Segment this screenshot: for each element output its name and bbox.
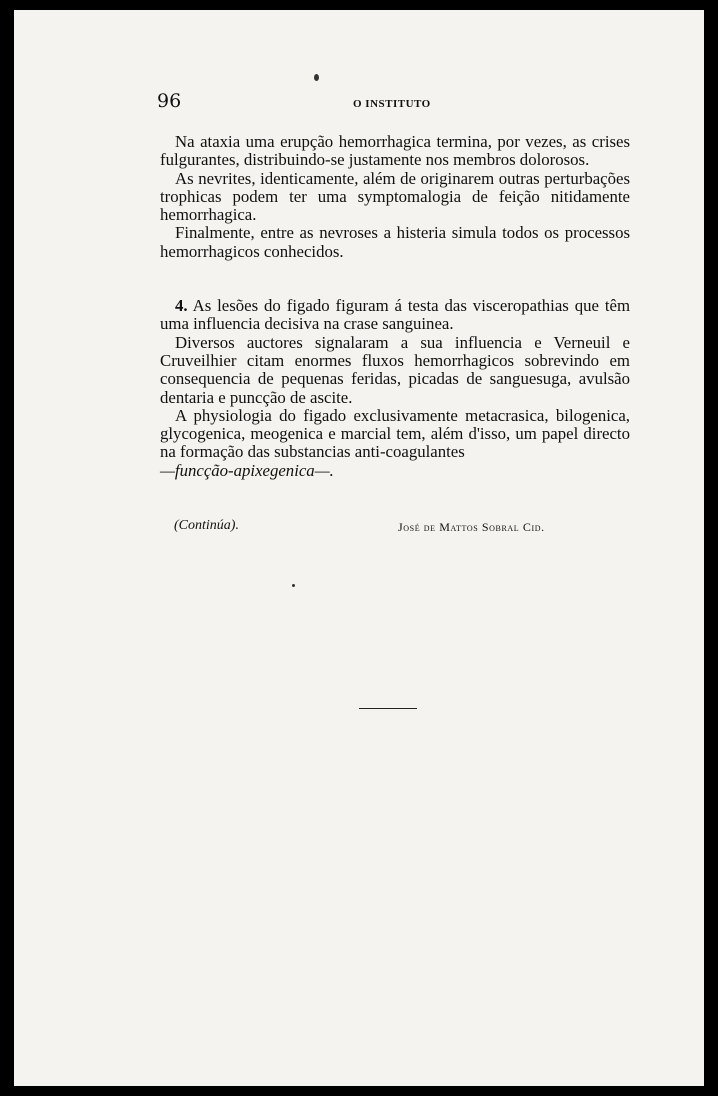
ink-speck xyxy=(314,74,319,81)
ink-speck xyxy=(292,584,295,587)
paragraph-nevroses: Finalmente, entre as nevroses a histeria simula todos os processos hemorrhagicos conhecidos. xyxy=(160,223,630,261)
page-number: 96 xyxy=(157,90,182,112)
paragraph-section-4 xyxy=(160,297,630,334)
body-text xyxy=(160,133,630,480)
section-4-text: As lesões do figado figuram á testa das visceropathias que têm uma influencia decisiva na crase sanguinea. xyxy=(160,296,630,334)
author-signature: José de Mattos Sobral Cid. xyxy=(398,520,545,534)
signature-row xyxy=(160,518,630,540)
document-page xyxy=(14,10,704,1086)
paragraph-ataxia: Na ataxia uma erupção hemorrhagica termina, por vezes, as crises fulgurantes, distribuindo-se justamente nos membros dolorosos. xyxy=(160,132,630,170)
section-number: 4. xyxy=(175,296,188,316)
paragraph-physiologia: A physiologia do figado exclusivamente metacrasica, bilogenica, glycogenica, meogenica e marcial tem, além d'isso, um papel directo na formação das substancias anti-coagulantes xyxy=(160,405,630,462)
end-rule-divider xyxy=(359,708,417,709)
paragraph-auctores: Diversos auctores signalaram a sua influencia e Verneuil e Cruveilhier citam enormes fluxos hemorrhagicos sobrevindo em consequencia de pequenas feridas, picadas de sanguesuga, avulsão dentaria e puncção de ascite. xyxy=(160,332,630,407)
funccao-term: —funcção-apixegenica—. xyxy=(160,460,334,480)
continua-note: (Continúa). xyxy=(174,518,239,533)
paragraph-funccao-term xyxy=(160,462,630,480)
running-head: O INSTITUTO xyxy=(353,98,431,110)
paragraph-nevrites: As nevrites, identicamente, além de originarem outras perturbações trophicas podem ter uma symptomalogia de feição nitidamente hemorrhagica. xyxy=(160,168,630,225)
